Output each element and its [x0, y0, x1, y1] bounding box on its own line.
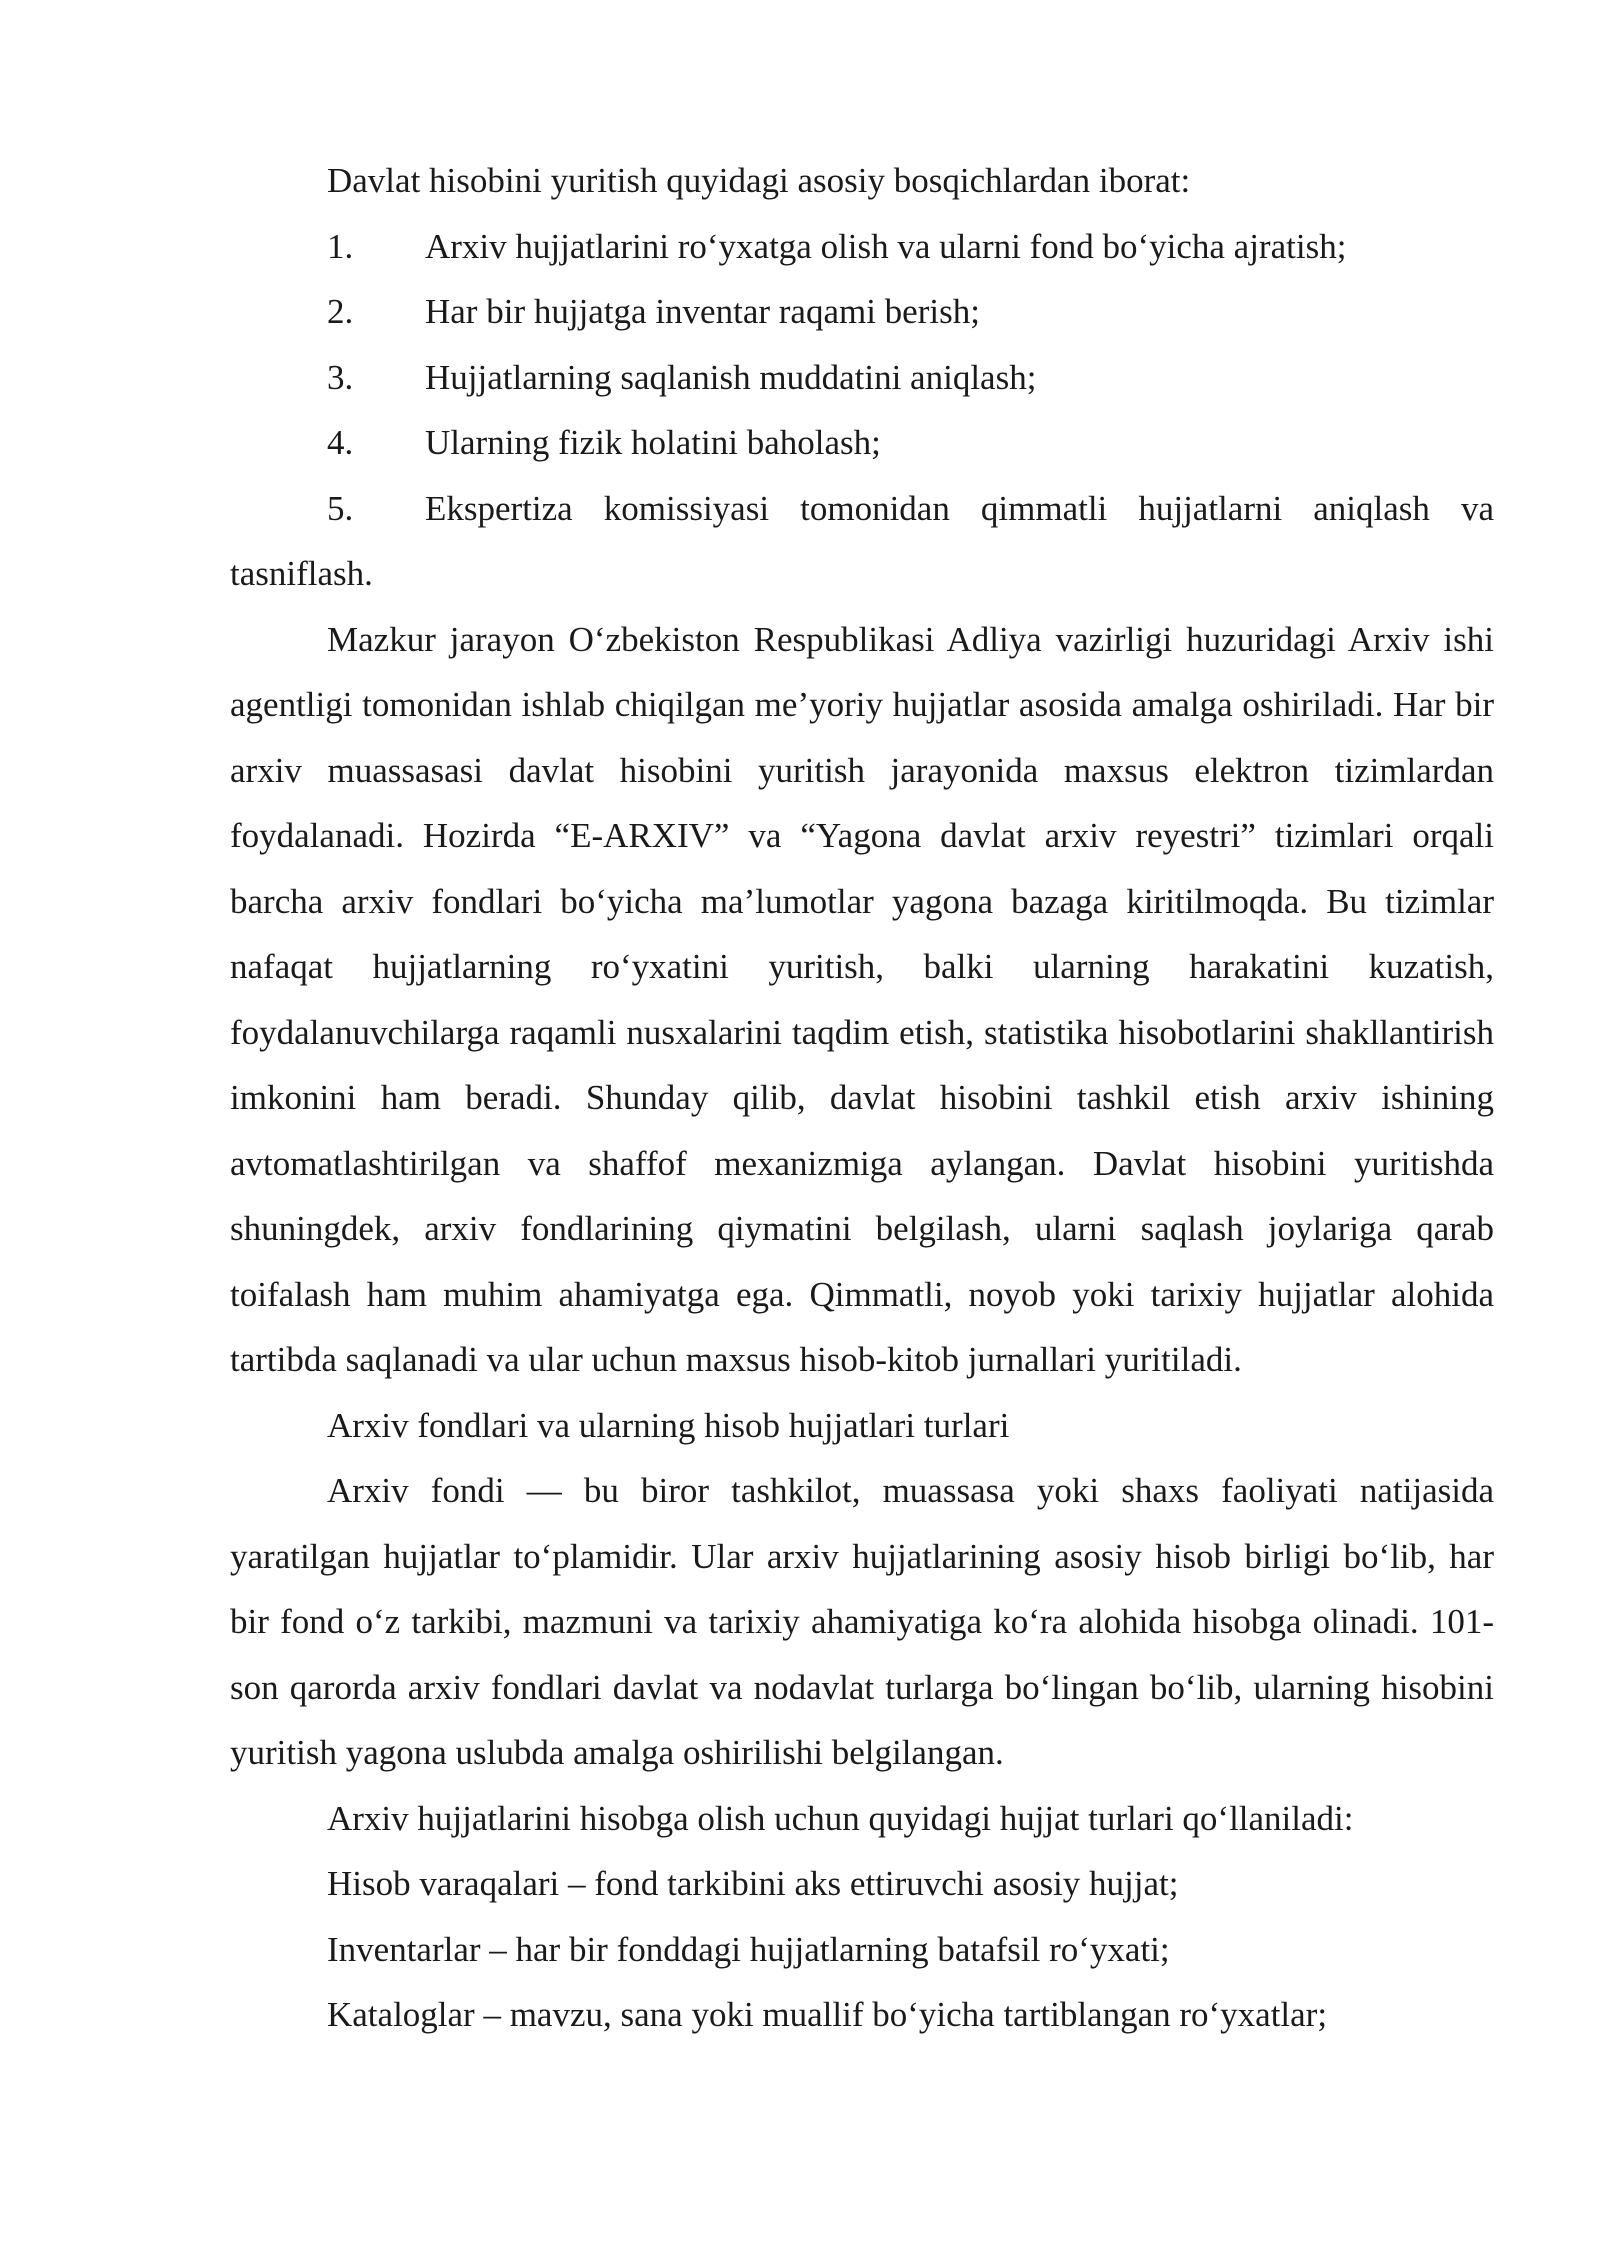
step-number: 5. — [327, 488, 354, 528]
list-item-step-5 — [230, 476, 1494, 607]
document-page — [230, 148, 1494, 2048]
body-paragraph-1: Mazkur jarayon O‘zbekiston Respublikasi Adliya vazirligi huzuridagi Arxiv ishi agentligi tomonidan ishlab chiqilgan me’yoriy hujjatlar asosida amalga oshiriladi. Har bir arxiv muassasasi davlat hisobini yuritish jarayonida maxsus elektron tizimlardan foydalanadi. Hozirda “E-ARXIV” va “Yagona davlat arxiv reyestri” tizimlari orqali barcha arxiv fondlari bo‘yicha ma’lumotlar yagona bazaga kiritilmoqda. Bu tizimlar nafaqat hujjatlarning ro‘yxatini yuritish, balki ularning harakatini kuzatish, foydalanuvchilarga raqamli nusxalarini taqdim etish, statistika hisobotlarini shakllantirish imkonini ham beradi. Shunday qilib, davlat hisobini tashkil etish arxiv ishining avtomatlashtirilgan va shaffof mexanizmiga aylangan. Davlat hisobini yuritishda shuningdek, arxiv fondlarining qiymatini belgilash, ularni saqlash joylariga qarab toifalash ham muhim ahamiyatga ega. Qimmatli, noyob yoki tarixiy hujjatlar alohida tartibda saqlanadi va ular uchun maxsus hisob-kitob jurnallari yuritiladi. — [230, 619, 1494, 1379]
list-item-step-2 — [230, 279, 1494, 345]
list-item-step-3 — [230, 345, 1494, 411]
step-number: 2. — [327, 292, 354, 331]
list-intro: Arxiv hujjatlarini hisobga olish uchun quyidagi hujjat turlari qo‘llaniladi: — [327, 1798, 1354, 1838]
doc-type-item: Inventarlar – har bir fonddagi hujjatlarning batafsil ro‘yxati; — [327, 1929, 1170, 1969]
list-item-step-4 — [230, 410, 1494, 476]
doc-type-item: Kataloglar – mavzu, sana yoki muallif bo‘yicha tartiblangan ro‘yxatlar; — [327, 1995, 1328, 2034]
intro-line: Davlat hisobini yuritish quyidagi asosiy bosqichlardan iborat: — [327, 161, 1191, 200]
section-heading: Arxiv fondlari va ularning hisob hujjatlari turlari — [327, 1405, 1010, 1445]
step-text: Ekspertiza komissiyasi tomonidan qimmatli hujjatlarni aniqlash va tasniflash. — [230, 488, 1494, 593]
step-text: Har bir hujjatga inventar raqami berish; — [425, 292, 980, 331]
step-text: Arxiv hujjatlarini ro‘yxatga olish va ularni fond bo‘yicha ajratish; — [425, 226, 1347, 266]
body-paragraph-2: Arxiv fondi — bu biror tashkilot, muassasa yoki shaxs faoliyati natijasida yaratilgan hujjatlar to‘plamidir. Ular arxiv hujjatlarining asosiy hisob birligi bo‘lib, har bir fond o‘z tarkibi, mazmuni va tarixiy ahamiyatiga ko‘ra alohida hisobga olinadi. 101-son qarorda arxiv fondlari davlat va nodavlat turlarga bo‘lingan bo‘lib, ularning hisobini yuritish yagona uslubda amalga oshirilishi belgilangan. — [230, 1471, 1494, 1772]
step-number: 1. — [327, 226, 354, 266]
step-number: 3. — [327, 357, 354, 397]
step-number: 4. — [327, 423, 354, 462]
list-item-step-1 — [230, 214, 1494, 280]
step-text: Ularning fizik holatini baholash; — [425, 423, 881, 462]
step-text: Hujjatlarning saqlanish muddatini aniqlash; — [425, 357, 1037, 397]
doc-type-item: Hisob varaqalari – fond tarkibini aks ettiruvchi asosiy hujjat; — [327, 1864, 1179, 1903]
